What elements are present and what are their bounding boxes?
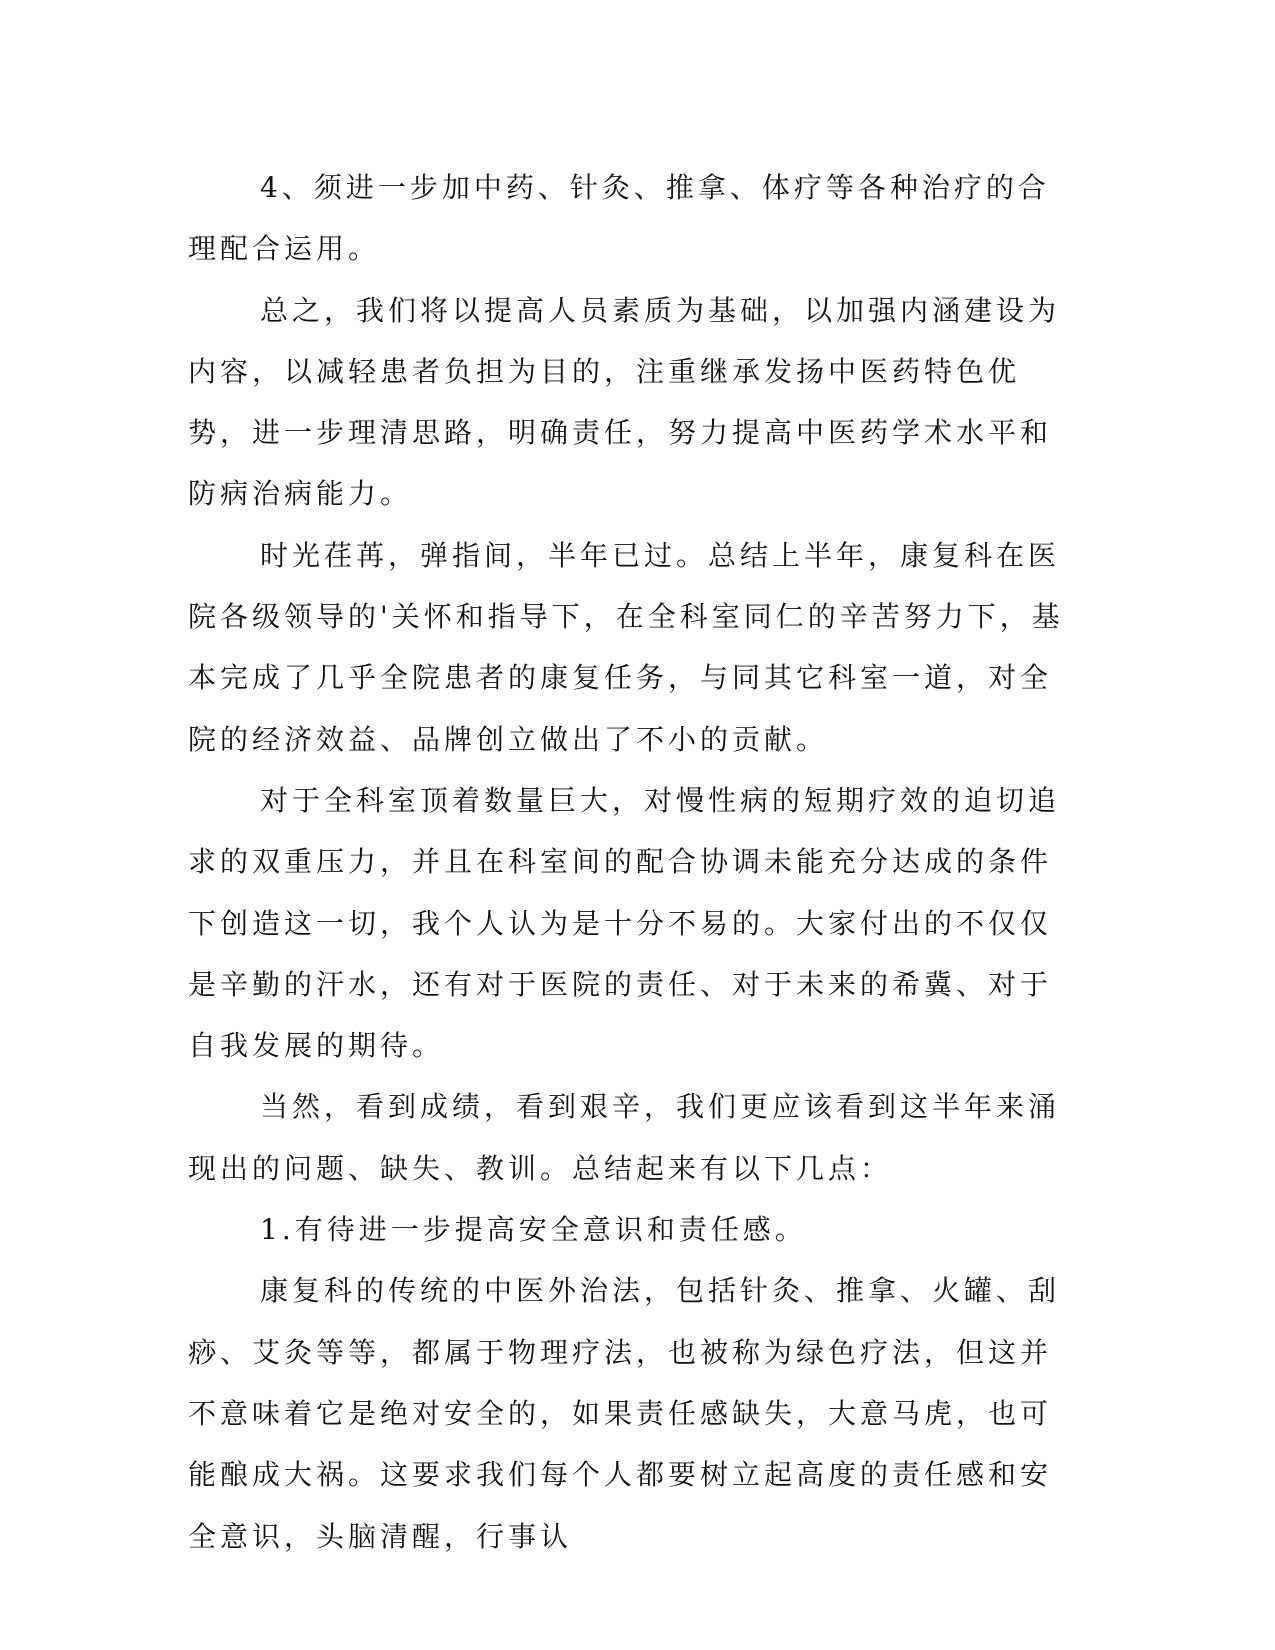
document-body: [188, 157, 1068, 1567]
paragraph-6: 1.有待进一步提高安全意识和责任感。: [260, 1213, 807, 1247]
paragraph-1: 4、须进一步加中药、针灸、推拿、体疗等各种治疗的合理配合运用。: [188, 171, 1050, 266]
paragraph-3: 时光荏苒，弹指间，半年已过。总结上半年，康复科在医院各级领导的'关怀和指导下，在全科室同仁的辛苦努力下，基本完成了几乎全院患者的康复任务，与同其它科室一道，对全院的经济效益、品牌创立做出了不小的贡献。: [188, 538, 1064, 756]
paragraph-4: 对于全科室顶着数量巨大，对慢性病的短期疗效的迫切追求的双重压力，并且在科室间的配合协调未能充分达成的条件下创造这一切，我个人认为是十分不易的。大家付出的不仅仅是辛勤的汗水，还有对于医院的责任、对于未来的希冀、对于自我发展的期待。: [188, 783, 1061, 1063]
paragraph-2: 总之，我们将以提高人员素质为基础，以加强内涵建设为内容，以减轻患者负担为目的，注重继承发扬中医药特色优势，进一步理清思路，明确责任，努力提高中医药学术水平和防病治病能力。: [188, 293, 1061, 511]
paragraph-5: 当然，看到成绩，看到艰辛，我们更应该看到这半年来涌现出的问题、缺失、教训。总结起来有以下几点：: [188, 1090, 1061, 1185]
paragraph-7: 康复科的传统的中医外治法，包括针灸、推拿、火罐、刮痧、艾灸等等，都属于物理疗法，也被称为绿色疗法，但这并不意味着它是绝对安全的，如果责任感缺失，大意马虎，也可能酿成大祸。这要求我们每个人都要树立起高度的责任感和安全意识，头脑清醒，行事认: [188, 1274, 1061, 1553]
